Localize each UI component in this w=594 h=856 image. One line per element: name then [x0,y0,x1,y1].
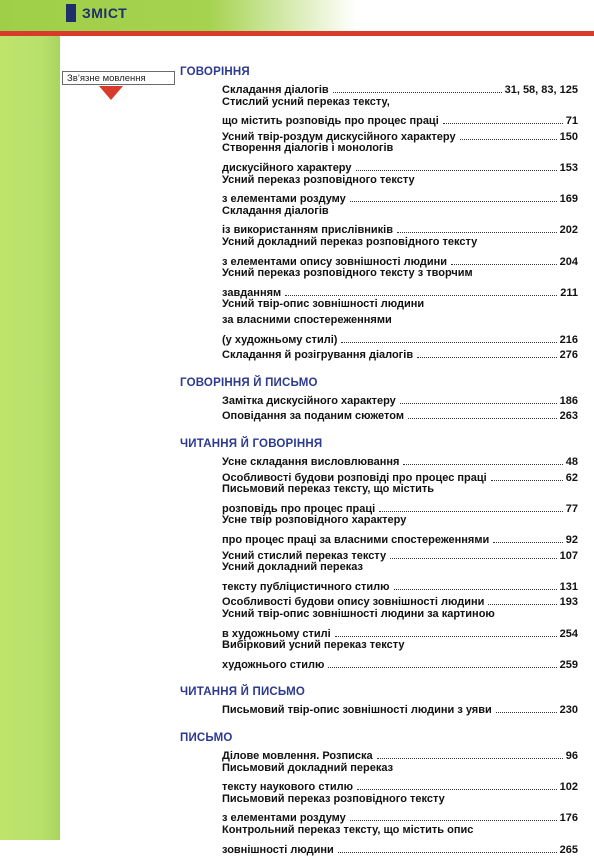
toc-entry-text: Письмовий твір-опис зовнішності людини з уяви [222,704,492,717]
toc-entry-text: Письмовий переказ розповідного тексту [222,792,445,805]
toc-entry-text: Ділове мовлення. Розписка [222,750,373,762]
toc-entry-text: Складання діалогів [222,204,329,217]
dot-leader [460,139,557,140]
toc-page-number: 230 [559,704,578,717]
toc-entry-line [222,314,578,330]
dot-leader [491,480,563,481]
toc-page-number: 186 [559,394,578,407]
toc-page-number: 77 [565,502,578,515]
toc-entry-final-line [222,452,578,468]
toc-entry-final-line [222,655,578,671]
toc-entry-line [222,96,578,112]
toc-entry-text: Усний твір-опис зовнішності людини за картиною [222,608,495,620]
section-title: ГОВОРІННЯ Й ПИСЬМО [180,376,318,389]
page-title: ЗМІСТ [82,5,128,21]
dot-leader [417,357,557,358]
toc-page-number: 107 [559,549,578,562]
section-title: ГОВОРІННЯ [180,66,250,78]
toc-entry-final-line [222,345,578,361]
toc-page-number: 48 [565,456,578,468]
toc-entry-final-line [222,777,578,793]
dot-leader [356,170,557,171]
toc-entry-text: Усний докладний переказ [222,561,363,574]
toc-entry-text: що містить розповідь про процес праці [222,115,439,128]
toc-entry-text: Замітка дискусійного характеру [222,394,396,407]
toc-entry-text: Особливості будови розповіді про процес праці [222,471,487,484]
toc-entry-line [222,142,578,158]
toc-entry-final-line [222,220,578,236]
toc-entry-line [222,561,578,577]
section-title: ЧИТАННЯ Й ГОВОРІННЯ [180,438,323,450]
toc-entry-line [222,639,578,655]
toc-entry-line [222,267,578,283]
toc-entry-text: Усний переказ розповідного тексту [222,173,415,186]
toc-entry-final-line [222,391,578,407]
toc-page-number: 204 [559,255,578,268]
dot-leader [357,789,557,790]
section-tag: Зв’язне мовлення [62,71,175,85]
toc-page-number: 71 [565,115,578,128]
dot-leader [451,264,557,265]
toc-page-number: 92 [565,534,578,546]
toc-page-number: 193 [559,596,578,609]
toc-entry-text: розповідь про процес праці [222,502,376,515]
toc-entry-final-line [222,127,578,143]
toc-entry-text: Письмовий переказ тексту, що містить [222,483,435,496]
dot-leader [379,511,563,512]
toc-entry-text: з елементами роздуму [222,812,346,825]
dot-leader [443,123,563,124]
dot-leader [408,418,557,419]
toc-entry-text: Оповідання за поданим сюжетом [222,410,404,423]
toc-page-number: 96 [565,750,578,762]
toc-entry-final-line [222,499,578,515]
toc-entry-final-line [222,700,578,716]
toc-page-number: 131 [559,580,578,593]
toc-page-number: 150 [559,130,578,143]
toc-entry-final-line [222,577,578,593]
toc-entry-text: Стислий усний переказ тексту, [222,95,390,108]
toc-page-number: 265 [559,843,578,856]
toc-entry-text: в художньому стилі [222,627,331,640]
toc-entry-text: про процес праці за власними спостереженнями [222,534,490,546]
toc-page-number: 102 [559,781,578,794]
toc-entry-final-line [222,546,578,562]
toc-entry-final-line [222,111,578,127]
dot-leader [400,403,557,404]
dot-leader [390,558,557,559]
toc-page-number: 276 [559,349,578,362]
toc-page-number: 263 [559,410,578,423]
dot-leader [496,712,557,713]
toc-entry-text: Контрольний переказ тексту, що містить опис [222,824,474,836]
toc-entry-final-line [222,330,578,346]
toc-entry-final-line [222,468,578,484]
toc-entry-text: тексту публіцистичного стилю [222,580,390,593]
toc-entry-text: Особливості будови опису зовнішності людини [222,596,485,609]
toc-entry-line [222,514,578,530]
toc-entry-text: Усний стислий переказ тексту [222,549,387,562]
toc-entry-final-line [222,80,578,96]
toc-entry-final-line [222,189,578,205]
toc-entry-final-line [222,592,578,608]
dot-leader [394,589,557,590]
toc-page-number: 169 [559,193,578,206]
toc-entry-text: Складання й розігрування діалогів [222,349,414,362]
toc-entry-final-line [222,283,578,299]
toc-entry-line [222,298,578,314]
toc-entry-line [222,205,578,221]
dot-leader [350,820,557,821]
toc-entry-line [222,608,578,624]
toc-entry-text: художнього стилю [222,658,325,671]
toc-entry-line [222,762,578,778]
toc-entry-text: з елементами опису зовнішності людини [222,255,448,268]
toc-entry-line [222,483,578,499]
toc-entry-text: із використанням прислівників [222,224,393,237]
section-title: ЧИТАННЯ Й ПИСЬМО [180,686,306,699]
toc-entry-line [222,236,578,252]
dot-leader [335,636,557,637]
toc-page-number: 153 [559,162,578,174]
toc-entry-text: Вибірковий усний переказ тексту [222,639,405,652]
toc-entry-final-line [222,808,578,824]
toc-entry-text: Усний переказ розповідного тексту з творчим [222,267,473,280]
toc-entry-text: Усний твір-роздум дискусійного характеру [222,130,456,143]
toc-entry-final-line [222,406,578,422]
toc-entry-text: зовнішності людини [222,843,334,856]
dot-leader [341,342,556,343]
toc-entry-text: Усний докладний переказ розповідного тексту [222,236,478,248]
toc-entry-line [222,174,578,190]
toc-entry-final-line [222,840,578,856]
toc-entry-final-line [222,624,578,640]
toc-page-number: 211 [560,286,578,299]
toc-entry-final-line [222,252,578,268]
dot-leader [350,201,557,202]
toc-entry-text: (у художньому стилі) [222,333,338,346]
toc-entry-text: Усне складання висловлювання [222,456,400,468]
toc-entry-final-line [222,158,578,174]
toc-entry-final-line [222,530,578,546]
toc-entry-text: з елементами роздуму [222,193,346,206]
toc-page-number: 176 [559,812,578,825]
toc-entry-text: Усний твір-опис зовнішності людини [222,298,425,311]
toc-entry-line [222,793,578,809]
toc-page-number: 202 [559,224,578,237]
toc-page-number: 62 [565,471,578,484]
toc-entry-text: Створення діалогів і монологів [222,142,394,155]
dot-leader [333,92,502,93]
toc-page-number: 31, 58, 83, 125 [504,84,578,96]
toc-page-number: 216 [559,333,578,346]
toc-entry-text: тексту наукового стилю [222,781,353,794]
dot-leader [328,667,556,668]
toc-entry-text: Складання діалогів [222,84,329,96]
toc-page-number: 259 [559,658,578,671]
dot-leader [403,464,562,465]
dot-leader [493,542,563,543]
toc-entry-final-line [222,746,578,762]
dot-leader [397,232,557,233]
toc-page-number: 254 [559,627,578,640]
toc-entry-text: дискусійного характеру [222,162,352,174]
dot-leader [285,295,557,296]
toc-entry-text: за власними спостереженнями [222,314,392,326]
dot-leader [338,852,557,853]
dot-leader [488,604,556,605]
toc-entry-text: Усне твір розповідного характеру [222,514,407,527]
toc-entry-line [222,824,578,840]
section-title: ПИСЬМО [180,732,233,744]
dot-leader [377,758,563,759]
toc-entry-text: Письмовий докладний переказ [222,761,394,774]
toc-entry-text: завданням [222,286,282,299]
